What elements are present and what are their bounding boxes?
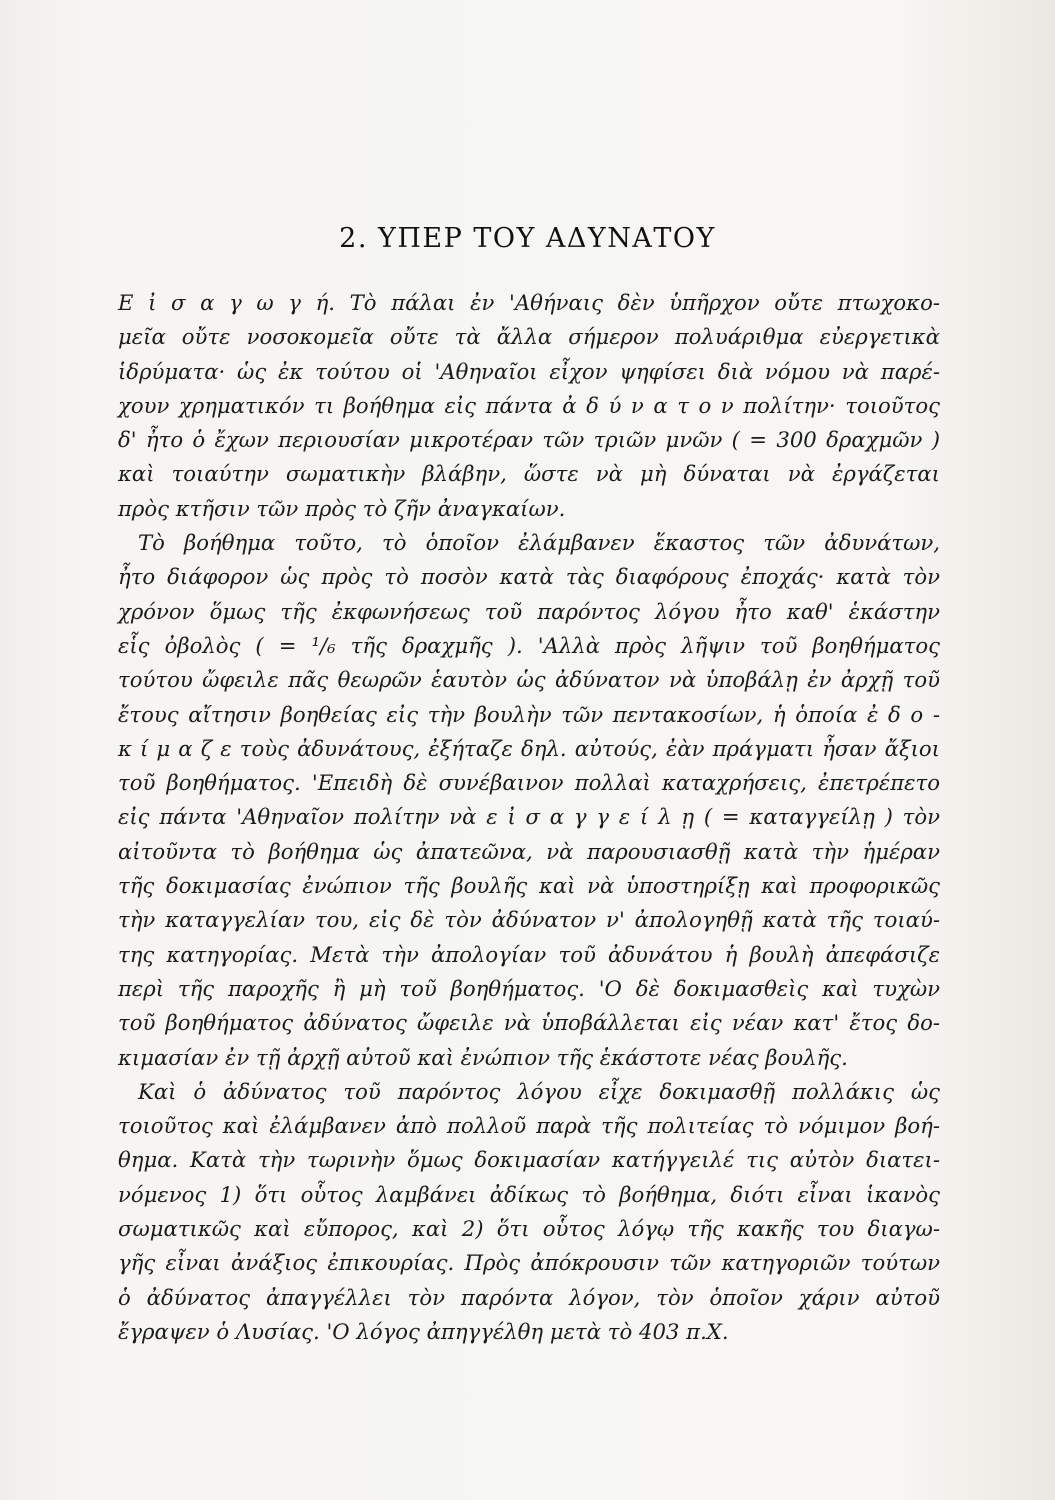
text-line: χουν χρηματικόν τι βοήθημα εἰς πάντα ἀ δ ύ ν α τ ο ν πολίτην· τοιοῦτος xyxy=(118,392,940,418)
text-line: Καὶ ὁ ἀδύνατος τοῦ παρόντος λόγου εἶχε δοκιμασθῇ πολλάκις ὡς xyxy=(138,1078,940,1104)
text-line: πρὸς κτῆσιν τῶν πρὸς τὸ ζῆν ἀναγκαίων. xyxy=(118,495,566,521)
text-line: καὶ τοιαύτην σωματικὴν βλάβην, ὥστε νὰ μὴ δύναται νὰ ἐργάζεται xyxy=(118,461,940,487)
text-line: νόμενος 1) ὅτι οὗτος λαμβάνει ἀδίκως τὸ βοήθημα, διότι εἶναι ἱκανὸς xyxy=(118,1181,940,1207)
paragraph-benefit xyxy=(118,526,940,1075)
text-line: δ' ἦτο ὁ ἔχων περιουσίαν μικροτέραν τῶν τριῶν μνῶν ( = 300 δραχμῶν ) xyxy=(118,427,940,453)
text-line: τὴν καταγγελίαν του, εἰς δὲ τὸν ἀδύνατον ν' ἀπολογηθῇ κατὰ τῆς τοιαύ- xyxy=(118,907,940,933)
paragraph-case xyxy=(118,1075,940,1349)
text-line: της κατηγορίας. Μετὰ τὴν ἀπολογίαν τοῦ ἀδυνάτου ἡ βουλὴ ἀπεφάσιζε xyxy=(118,941,940,967)
paragraph-introduction xyxy=(118,286,940,526)
text-line: ἔγραψεν ὁ Λυσίας. 'Ο λόγος ἀπηγγέλθη μετὰ τὸ 403 π.Χ. xyxy=(118,1318,729,1344)
text-line: μεῖα οὔτε νοσοκομεῖα οὔτε τὰ ἄλλα σήμερον πολυάριθμα εὐεργετικὰ xyxy=(118,324,940,350)
text-line: γῆς εἶναι ἀνάξιος ἐπικουρίας. Πρὸς ἀπόκρουσιν τῶν κατηγοριῶν τούτων xyxy=(118,1250,940,1276)
page-heading xyxy=(0,223,1055,254)
text-line: θημα. Κατὰ τὴν τωρινὴν ὅμως δοκιμασίαν κατήγγειλέ τις αὐτὸν διατει- xyxy=(118,1147,940,1173)
text-line: κιμασίαν ἐν τῇ ἀρχῇ αὐτοῦ καὶ ἐνώπιον τῆς ἑκάστοτε νέας βουλῆς. xyxy=(118,1044,848,1070)
text-line: σωματικῶς καὶ εὔπορος, καὶ 2) ὅτι οὗτος λόγῳ τῆς κακῆς του διαγω- xyxy=(118,1216,940,1242)
text-line: χρόνον ὅμως τῆς ἐκφωνήσεως τοῦ παρόντος λόγου ἦτο καθ' ἑκάστην xyxy=(118,598,940,624)
text-line: περὶ τῆς παροχῆς ἢ μὴ τοῦ βοηθήματος. 'Ο δὲ δοκιμασθεὶς καὶ τυχὼν xyxy=(118,975,940,1001)
heading-title: ΥΠΕΡ ΤΟΥ ΑΔΥΝΑΤΟΥ xyxy=(378,223,716,255)
text-line: Τὸ βοήθημα τοῦτο, τὸ ὁποῖον ἐλάμβανεν ἕκαστος τῶν ἀδυνάτων, xyxy=(138,530,940,556)
text-line: Ε ἰ σ α γ ω γ ή. Τὸ πάλαι ἐν 'Αθήναις δὲν ὑπῆρχον οὔτε πτωχοκο- xyxy=(118,290,940,315)
text-line: τῆς δοκιμασίας ἐνώπιον τῆς βουλῆς καὶ νὰ ὑποστηρίξῃ καὶ προφορικῶς xyxy=(118,873,940,899)
main-text xyxy=(118,286,940,1349)
text-line: αἰτοῦντα τὸ βοήθημα ὡς ἀπατεῶνα, νὰ παρουσιασθῇ κατὰ τὴν ἡμέραν xyxy=(118,838,940,864)
text-line: τούτου ὤφειλε πᾶς θεωρῶν ἑαυτὸν ὡς ἀδύνατον νὰ ὑποβάλῃ ἐν ἀρχῇ τοῦ xyxy=(118,667,940,693)
text-line: τοιοῦτος καὶ ἐλάμβανεν ἀπὸ πολλοῦ παρὰ τῆς πολιτείας τὸ νόμιμον βοή- xyxy=(118,1113,940,1139)
text-line: τοῦ βοηθήματος ἀδύνατος ὤφειλε νὰ ὑποβάλλεται εἰς νέαν κατ' ἔτος δο- xyxy=(118,1010,940,1036)
text-line: εἰς πάντα 'Αθηναῖον πολίτην νὰ ε ἰ σ α γ γ ε ί λ ῃ ( = καταγγείλῃ ) τὸν xyxy=(118,804,940,830)
text-line: ἱδρύματα· ὡς ἐκ τούτου οἱ 'Αθηναῖοι εἶχον ψηφίσει διὰ νόμου νὰ παρέ- xyxy=(118,358,940,384)
text-line: ἦτο διάφορον ὡς πρὸς τὸ ποσὸν κατὰ τὰς διαφόρους ἐποχάς· κατὰ τὸν xyxy=(118,564,940,590)
text-line: εἷς ὀβολὸς ( = ¹/₆ τῆς δραχμῆς ). 'Αλλὰ πρὸς λῆψιν τοῦ βοηθήματος xyxy=(118,632,940,658)
text-line: ἔτους αἴτησιν βοηθείας εἰς τὴν βουλὴν τῶν πεντακοσίων, ἡ ὁποία ἐ δ ο - xyxy=(118,701,940,727)
text-line: ὁ ἀδύνατος ἀπαγγέλλει τὸν παρόντα λόγον, τὸν ὁποῖον χάριν αὐτοῦ xyxy=(118,1284,940,1310)
text-line: τοῦ βοηθήματος. 'Επειδὴ δὲ συνέβαινον πολλαὶ καταχρήσεις, ἐπετρέπετο xyxy=(118,770,940,796)
heading-number: 2. xyxy=(339,223,368,255)
text-line: κ ί μ α ζ ε τοὺς ἀδυνάτους, ἐξήταζε δηλ. αὐτούς, ἐὰν πράγματι ἦσαν ἄξιοι xyxy=(118,735,940,761)
